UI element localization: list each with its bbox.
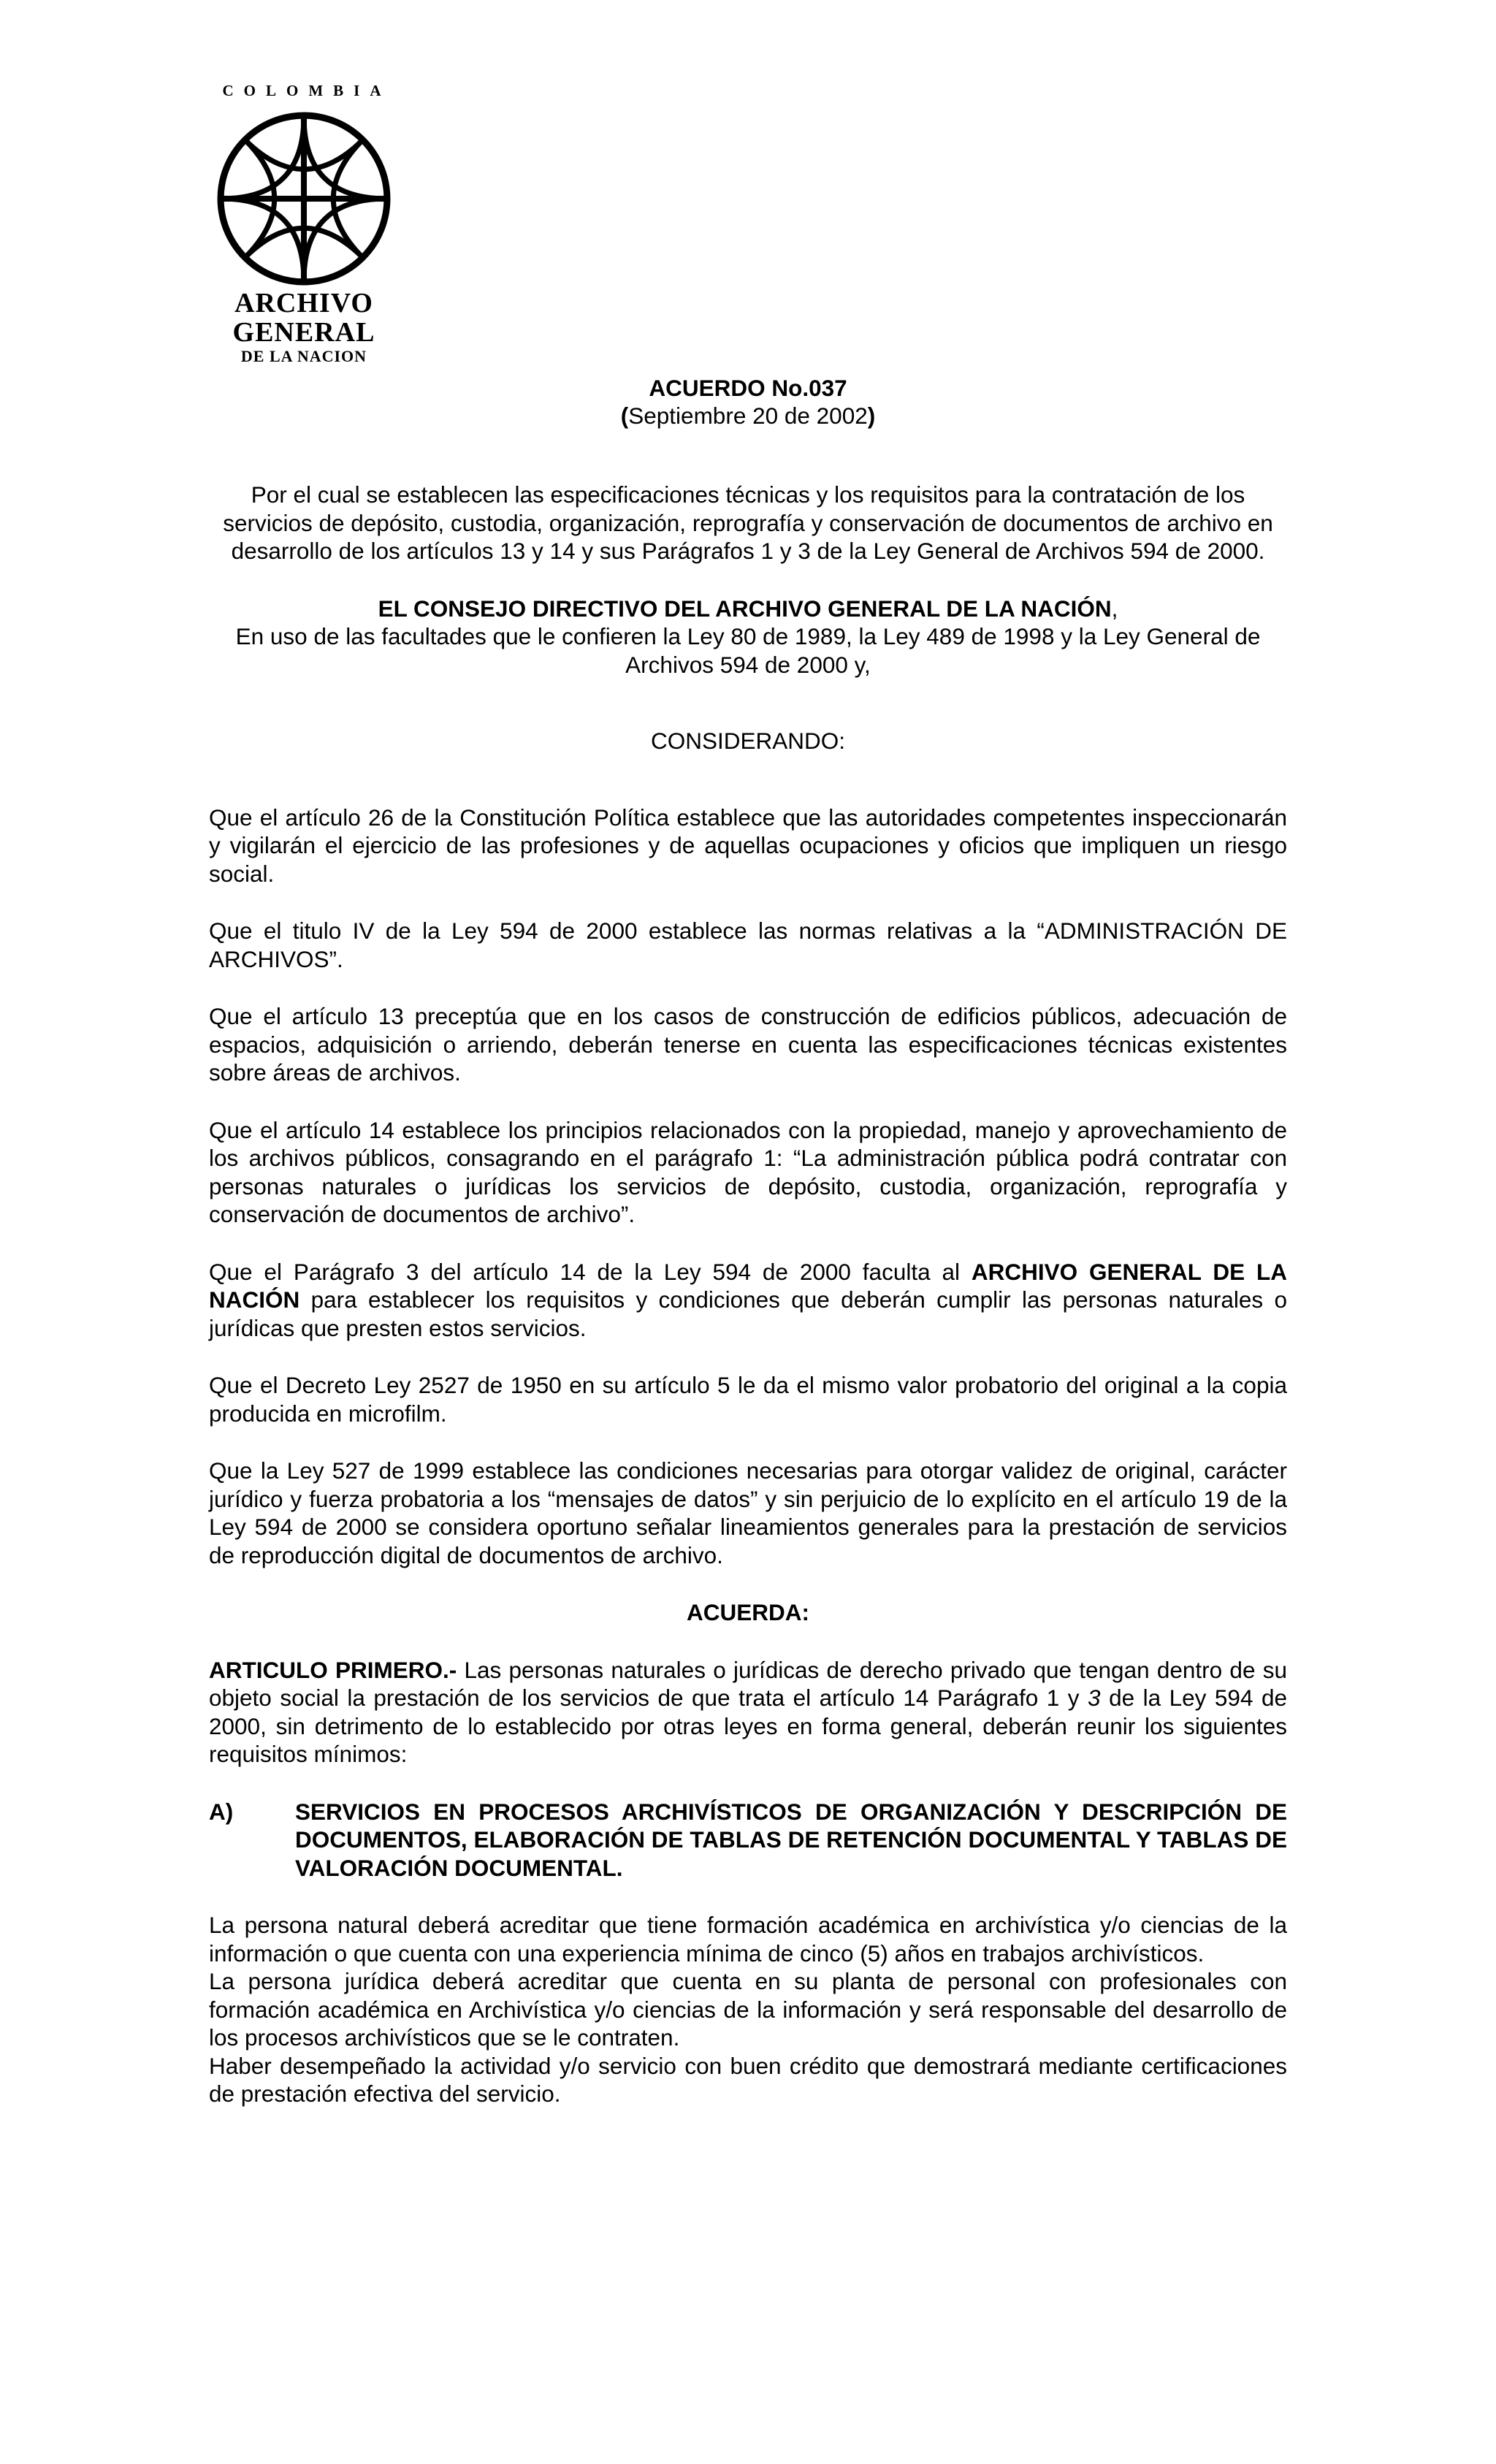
consideration-4: Que el artículo 14 establece los principios relacionados con la propiedad, manejo y aprovechamiento de los archivos públicos, consagrando en el parágrafo 1: “La administración pública podrá contratar con personas naturales o jurídicas los servicios de depósito, custodia, organización, reprografía y conservación de documentos de archivo”. [209, 1116, 1287, 1227]
consideration-5: Que el Parágrafo 3 del artículo 14 de la Ley 594 de 2000 faculta al ARCHIVO GENERAL DE LA NACIÓN para establecer los requisitos y condiciones que deberán cumplir las personas naturales o jurídicas que presten estos servicios. [209, 1258, 1287, 1341]
requirement-natural-person: La persona natural deberá acreditar que tiene formación académica en archivística y/o ciencias de la información o que cuenta con una experiencia mínima de cinco (5) años en trabajos archivísticos. [209, 1912, 1287, 1967]
logo-de-la-nacion: DE LA NACION [240, 347, 367, 365]
consideration-7: Que la Ley 527 de 1999 establece las condiciones necesarias para otorgar validez de original, carácter jurídico y fuerza probatoria a los “mensajes de datos” y sin perjuicio de lo explícito en el artículo 19 de la Ley 594 de 2000 se considera oportuno señalar lineamientos generales para la prestación de servicios de reproducción digital de documentos de archivo. [209, 1457, 1287, 1568]
consideration-3: Que el artículo 13 preceptúa que en los casos de construcción de edificios públicos, adecuación de espacios, adquisición o arriendo, deberán tenerse en cuenta las especificaciones técnicas existentes sobre áreas de archivos. [209, 1003, 1287, 1086]
agreement-summary: Por el cual se establecen las especificaciones técnicas y los requisitos para la contratación de los servicios de depósito, custodia, organización, reprografía y conservación de documentos de archivo en desarrollo de los artículos 13 y 14 y sus Parágrafos 1 y 3 de la Ley General de Archivos 594 de 2000. [223, 481, 1273, 564]
section-a-letter: A) [209, 1798, 234, 1825]
acuerda-heading: ACUERDA: [687, 1599, 809, 1625]
section-a-heading: SERVICIOS EN PROCESOS ARCHIVÍSTICOS DE ORGANIZACIÓN Y DESCRIPCIÓN DE DOCUMENTOS, ELABORACIÓN DE TABLAS DE RETENCIÓN DOCUMENTAL Y TABLAS DE VALORACIÓN DOCUMENTAL. [295, 1798, 1287, 1881]
section-a [209, 1798, 1287, 1883]
consideration-2: Que el titulo IV de la Ley 594 de 2000 establece las normas relativas a la “ADMINISTRACIÓN DE ARCHIVOS”. [209, 918, 1287, 972]
logo-general: GENERAL [232, 317, 375, 348]
requirement-experience: Haber desempeñado la actividad y/o servicio con buen crédito que demostrará mediante certificaciones de prestación efectiva del servicio. [209, 2052, 1287, 2107]
document-body [209, 374, 1287, 2108]
considerando-heading: CONSIDERANDO: [650, 728, 846, 754]
logo-archivo: ARCHIVO [234, 288, 373, 319]
council-heading: EL CONSEJO DIRECTIVO DEL ARCHIVO GENERAL DE LA NACIÓN, [378, 595, 1118, 622]
consideration-6: Que el Decreto Ley 2527 de 1950 en su artículo 5 le da el mismo valor probatorio del original a la copia producida en microfilm. [209, 1372, 1287, 1427]
consideration-1: Que el artículo 26 de la Constitución Política establece que las autoridades competentes inspeccionarán y vigilarán el ejercicio de las profesiones y de aquellas ocupaciones y oficios que impliquen un riesgo social. [209, 804, 1287, 887]
archivo-logo [209, 82, 399, 366]
article-primero: ARTICULO PRIMERO.- Las personas naturales o jurídicas de derecho privado que tengan dentro de su objeto social la prestación de los servicios de que trata el artículo 14 Parágrafo 1 y 3 de la Ley 594 de 2000, sin detrimento de lo establecido por otras leyes en forma general, deberán reunir los siguientes requisitos mínimos: [209, 1656, 1287, 1767]
requirement-legal-person: La persona jurídica deberá acreditar que cuenta en su planta de personal con profesionales con formación académica en Archivística y/o ciencias de la información y será responsable del desarrollo de los procesos archivísticos que se le contraten. [209, 1968, 1287, 2051]
council-powers: En uso de las facultades que le confieren la Ley 80 de 1989, la Ley 489 de 1998 y la Ley General de Archivos 594 de 2000 y, [235, 623, 1261, 678]
agreement-title: ACUERDO No.037 [649, 375, 847, 401]
agreement-date: (Septiembre 20 de 2002) [620, 403, 876, 429]
archivo-emblem-icon [215, 110, 392, 287]
logo-country: COLOMBIA [222, 82, 392, 99]
